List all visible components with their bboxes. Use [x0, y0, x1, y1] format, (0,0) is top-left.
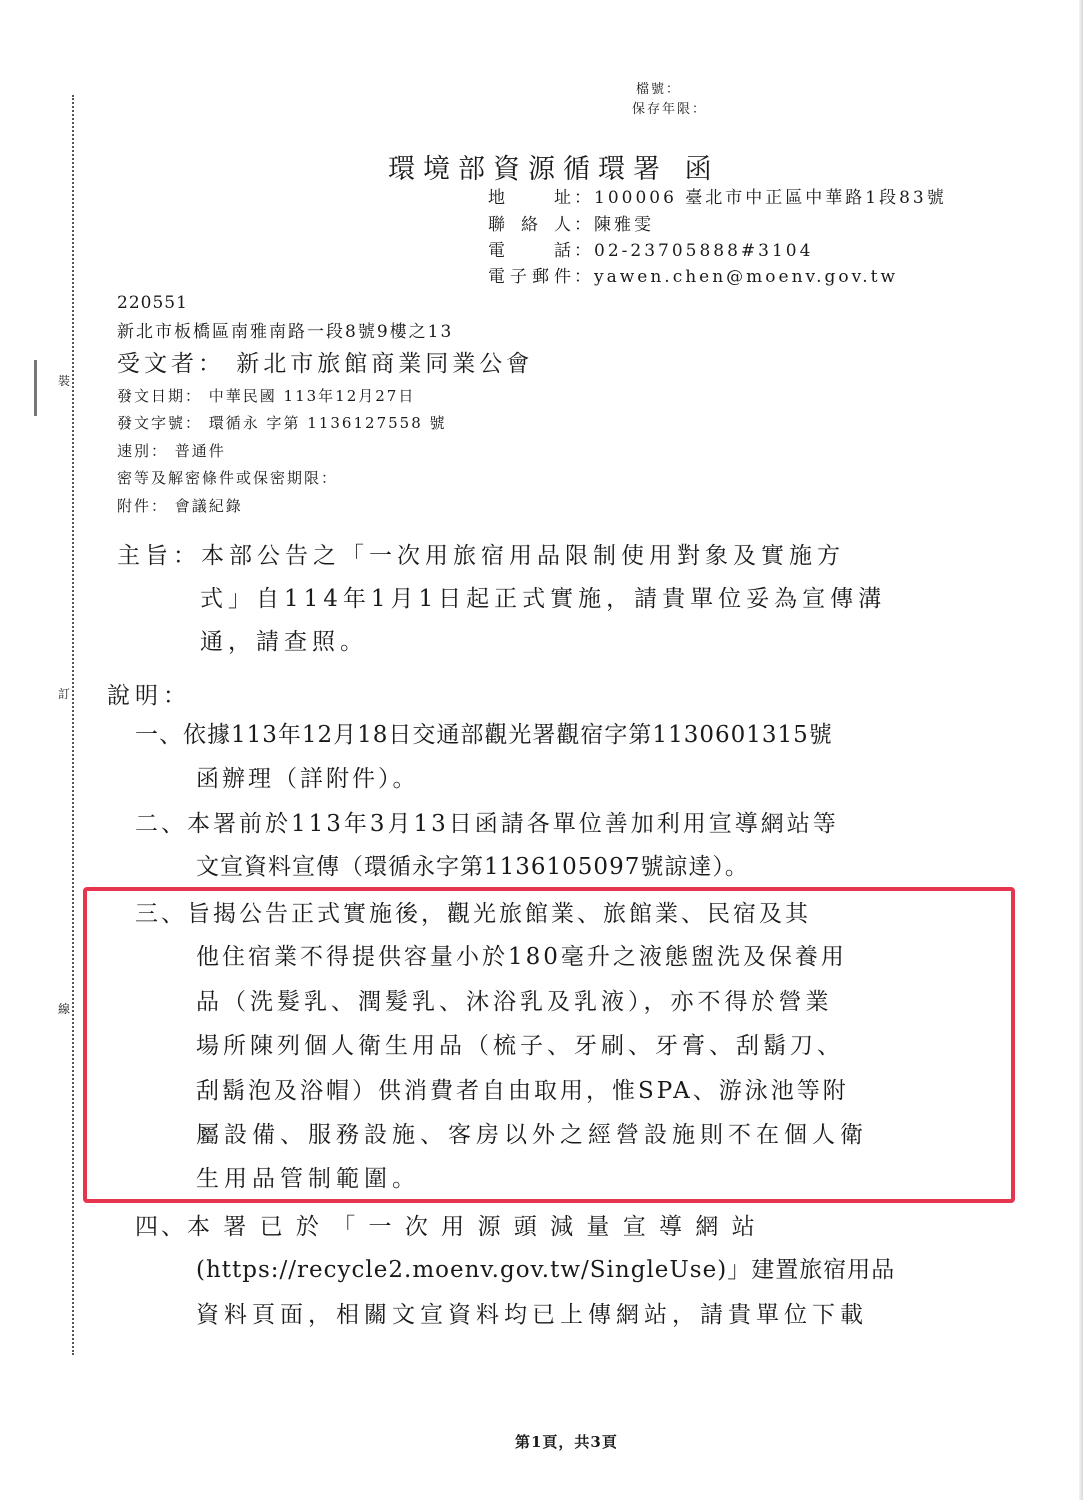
recipient-line: 受文者： 新北市旅館商業同業公會 — [117, 351, 534, 377]
person-label: 聯 絡 人 — [488, 215, 574, 235]
page-edge — [1079, 0, 1083, 1500]
document-title: 環境部資源循環署 函 — [388, 154, 720, 185]
contact-phone — [488, 236, 813, 261]
contact-email — [488, 262, 898, 287]
phone-value: ：02-23705888#3104 — [574, 241, 814, 261]
binding-dotted-line — [72, 95, 74, 1355]
item-1-line-2: 函辦理（詳附件）。 — [196, 766, 419, 792]
speed: 速別： 普通件 — [117, 442, 226, 460]
attachment: 附件： 會議紀錄 — [117, 497, 243, 515]
postal-code: 220551 — [117, 293, 188, 313]
secrecy: 密等及解密條件或保密期限： — [117, 469, 339, 487]
item-3-line-2: 他住宿業不得提供容量小於180毫升之液態盥洗及保養用 — [196, 944, 847, 970]
item-3-line-7: 生用品管制範圍。 — [196, 1166, 420, 1192]
email-value: ：yawen.chen@moenv.gov.tw — [574, 267, 899, 287]
item-4-line-1: 四、本 署 已 於 「 一 次 用 源 頭 減 量 宣 導 網 站 — [135, 1214, 758, 1240]
item-4-line-2: (https://recycle2.moenv.gov.tw/SingleUse)」建置旅宿用品 — [196, 1257, 896, 1283]
binding-mark-2: 訂 — [58, 687, 71, 701]
item-3-line-3: 品（洗髮乳、潤髮乳、沐浴乳及乳液），亦不得於營業 — [196, 989, 833, 1015]
margin-mark — [34, 360, 37, 416]
item-1-line-1: 一、依據113年12月18日交通部觀光署觀宿字第1130601315號 — [135, 722, 833, 748]
item-3-line-6: 屬設備、服務設施、客房以外之經營設施則不在個人衛 — [196, 1122, 868, 1148]
item-4-line-3: 資料頁面，相關文宣資料均已上傳網站，請貴單位下載 — [196, 1302, 868, 1328]
email-label: 電子郵件 — [488, 267, 574, 287]
issue-date: 發文日期： 中華民國 113年12月27日 — [117, 387, 416, 405]
file-number-label: 檔號： — [636, 82, 682, 97]
item-2-line-2: 文宣資料宣傳（環循永字第1136105097號諒達）。 — [196, 854, 749, 880]
retention-label: 保存年限： — [632, 102, 708, 117]
page-number: 第1頁，共3頁 — [515, 1433, 618, 1451]
address-value: ：100006 臺北市中正區中華路1段83號 — [574, 188, 947, 208]
item-3-line-5: 刮鬍泡及浴帽）供消費者自由取用，惟SPA、游泳池等附 — [196, 1078, 849, 1104]
person-value: ：陳雅雯 — [574, 215, 654, 235]
contact-address — [488, 183, 947, 208]
address-label: 地 址 — [488, 188, 574, 208]
subject-line-1: 主旨：本部公告之「一次用旅宿用品限制使用對象及實施方 — [117, 543, 845, 569]
phone-label: 電 話 — [488, 241, 574, 261]
item-3-line-4: 場所陳列個人衛生用品（梳子、牙刷、牙膏、刮鬍刀、 — [196, 1033, 844, 1059]
subject-line-3: 通，請查照。 — [200, 629, 368, 655]
explanation-heading: 說明： — [107, 683, 191, 709]
binding-mark-3: 線 — [58, 1002, 71, 1016]
subject-line-2: 式」自114年1月1日起正式實施，請貴單位妥為宣傳溝 — [200, 586, 887, 612]
document-number: 發文字號： 環循永 字第 1136127558 號 — [117, 414, 447, 432]
contact-person — [488, 210, 654, 235]
recipient-address: 新北市板橋區南雅南路一段8號9樓之13 — [117, 322, 454, 342]
binding-mark-1: 裝 — [58, 374, 71, 388]
item-2-line-1: 二、本署前於113年3月13日函請各單位善加利用宣導網站等 — [135, 811, 839, 837]
item-3-line-1: 三、旨揭公告正式實施後，觀光旅館業、旅館業、民宿及其 — [135, 901, 811, 927]
